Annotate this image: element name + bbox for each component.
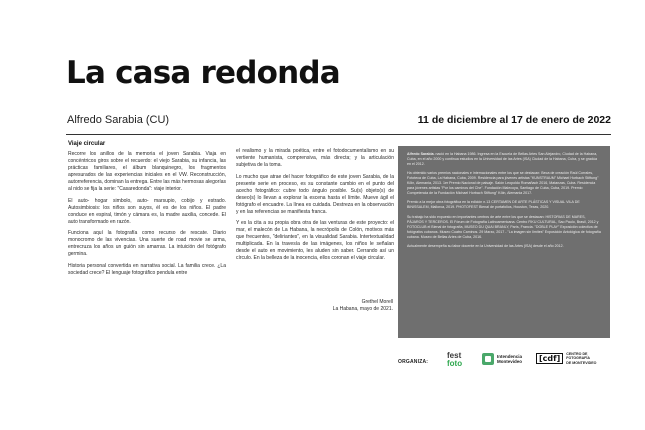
exhibition-dates: 11 de diciembre al 17 de enero de 2022 bbox=[417, 114, 611, 126]
essay-signature bbox=[333, 299, 393, 313]
bio-intro-text: . nació en la Habana 1986. Ingresa en la Escuela de Bellas Artes San Alejandro, Ciudad de la Habana, Cuba, en el año 2000 y continua estudios en la Universidad de las Artes (ISA) Ciudad de la Habana, Cuba, y se gradúa en el 2012. bbox=[407, 152, 598, 166]
intendencia-line-2: Montevideo bbox=[497, 359, 523, 364]
essay-paragraph: Y es la cita a su propia obra otra de las venturas de este proyecto: el mar, el malecón de La Habana, la necrópolis de Colón, motivos más que frecuentes, "deliriantes", en la visualidad Sarabia. Intertextualidad multiplicada. En la travesía de las imágenes, los niños le señalan desde el auto en movimiento, les aluden sin saber. Cerrando así un círculo. En la belleza de la inocencia, ellos coronan el viaje circular. bbox=[236, 220, 394, 261]
signature-name: Grethel Morell bbox=[361, 299, 393, 305]
cdf-line-1: CENTRO DE bbox=[566, 352, 588, 356]
organizers-label: ORGANIZA: bbox=[398, 359, 429, 365]
essay-column-2 bbox=[236, 148, 394, 267]
essay-paragraph: Historia personal convertida en narrativa social. La familia crece. ¿La sociedad crece? El lenguaje fotográfico pendula entre bbox=[68, 262, 226, 276]
intendencia-emblem-icon bbox=[482, 353, 494, 365]
festfoto-word-fest: fest bbox=[447, 351, 462, 360]
artist-name: Alfredo Sarabia (CU) bbox=[67, 114, 170, 126]
essay-subtitle: Viaje circular bbox=[68, 141, 106, 147]
cdf-line-2: FOTOGRAFÍA bbox=[566, 356, 590, 361]
essay-paragraph: el realismo y la mirada poética, entre el fotodocumentalismo en su vertiente humanista, comprensiva, más directa; y la articulación subjetiva de la toma. bbox=[236, 148, 394, 168]
cdf-mark: [cdf] bbox=[536, 353, 563, 364]
festfoto-word-foto: foto bbox=[447, 359, 463, 368]
essay-paragraph: Lo mucho que atrae del hacer fotográfico de este joven Sarabia, de la presente serie en proceso, es su constante cambio en el punto del acecho fotográfico: cubre todo ángulo posible. Su(s) objeto(s) de deseo(s) lo llevan a explorar la escena hasta el límite. Mueve ágil el fotógrafo el encuadre. La línea es cuidada. Destreza en la observación y en las referencias se manifiesta franca. bbox=[236, 173, 394, 215]
cdf-line-3: DE MONTEVIDEO bbox=[566, 360, 597, 365]
exhibition-title: La casa redonda bbox=[66, 55, 340, 91]
essay-paragraph: El auto- hogar simbolo, auto- marsupio, cobijo y estrado. Autosimbiosis: los niños son suyos, él es de los niños. El padre conduce en espiral, timón y cámara es, la madre auxilia, concede. El auto transformado en razón. bbox=[68, 197, 226, 225]
bio-paragraph: Actualmente desempeña su labor docente en la Universidad de las Artes (ISA) desde el año 2012. bbox=[407, 243, 564, 248]
essay-column-1 bbox=[68, 141, 226, 281]
intendencia-montevideo-logo bbox=[482, 353, 522, 365]
signature-place-date: La Habana, mayo de 2021. bbox=[332, 306, 393, 312]
cdf-logo bbox=[536, 352, 596, 365]
bio-paragraph: Su trabajo ha sido expuesto en importantes centros de arte entre los que se destacan: HISTORIAS DE MARES, PÁJAROS Y TERCEROS. El Fórum de Fotografía Latinoamericana. Centro FIKU CULTURAL, Sao Paulo, Brasil, 2012 y FOTOCLUB el Bienal de fotografía, MUSEO DU QUAI BRANLY, París, Francia. "DOBLE PLAY" Exposición colectiva de fotógrafos cubanos. Museo Cuatro Caminos. 29 Marzo, 2017 - "La imagen sin límites" Exposición Antológica de fotografía cubana. Museo de Bellas Artes de Cuba, 2016. bbox=[407, 214, 601, 239]
bio-paragraph: Ha obtenido varios premios nacionales e internacionales entre los que se destacan: Beca de creación Raúl Corrales, Fototeca de Cuba, La Habana, Cuba, 2009. Residencia para jóvenes artistas "KUNSTRAUM" Michael Horbach Stiftung" Köln, Alemania, 2013. 1er Premio Nacional de paisaje. Salón Leopoldo Romañach 2016, Matanzas, Cuba. Residencia para jóvenes artistas "Por los caminos del Che". Fundación Malecoya, Santiago de Cuba, Cuba, 2019. Premio Competencia de la Fundación Michael Horbach Stiftung" Köln, Alemania 2017. bbox=[407, 171, 599, 196]
bio-artist-name: Alfredo Sarabia bbox=[407, 152, 434, 156]
intendencia-line-1: Intendencia bbox=[497, 353, 523, 359]
header-divider bbox=[66, 134, 611, 135]
bio-paragraph: Premio a la mejor obra fotográfica en la edición n.13 CERTAMEN DE ARTE PLÁSTICAS Y VISUAL VILA DE BINISSALEM, Mallorca, 2019. PHOTOFEST Bienal de portafolios, Houston, Texas, 2020. bbox=[407, 200, 580, 210]
essay-paragraph: Recorre los anillos de la memoria el joven Sarabia. Viaja en concéntricos giros sobre el recuerdo: el viejo Sarabia, su infancia, las prácticas familiares, el álbum blanquinegro, los fragmentos apresurados de las experiencias iniciales en el VW. Reconstrucción, autorreferencia, dominan la entrega. Entre las más hermosas alegorías al nido se fija la serie: "Casaredonda": viaje interior. bbox=[68, 151, 226, 192]
bio-paragraph bbox=[407, 152, 601, 167]
festfoto-logo bbox=[447, 352, 462, 368]
artist-bio-panel bbox=[398, 146, 610, 338]
essay-paragraph: Funciona aquí la fotografía como recurso de rescate. Diario monocromo de las vivencias. Una suerte de road movie se arma, entrecruza los años un guión sin amarras. La intuición del fotógrafo germina. bbox=[68, 230, 226, 257]
